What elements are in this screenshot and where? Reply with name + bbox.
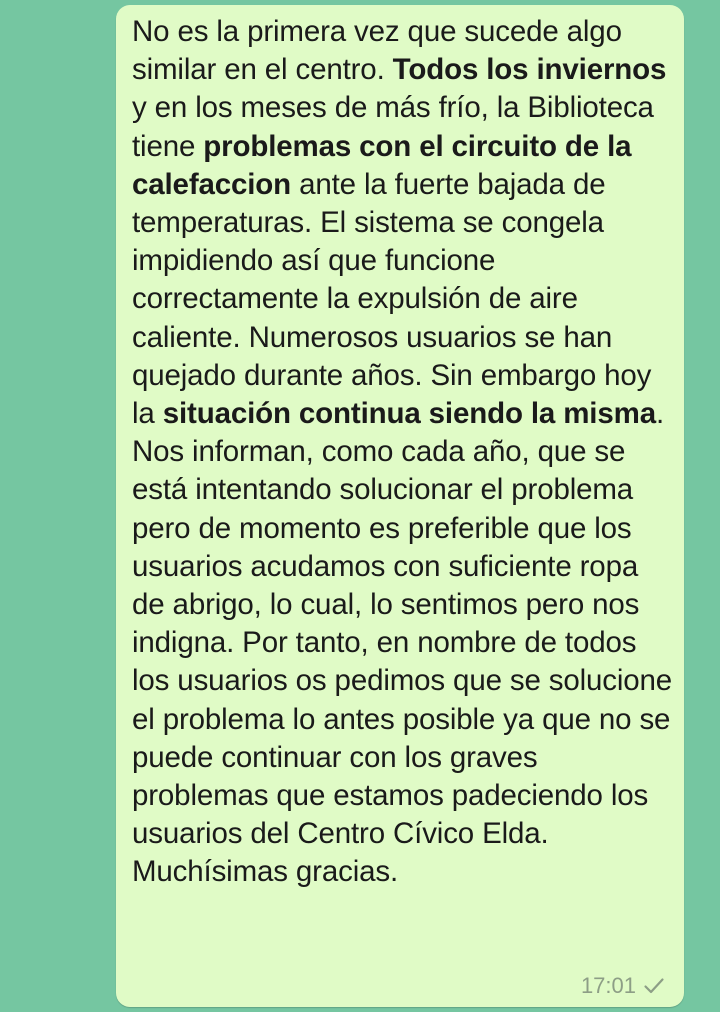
message-bubble[interactable]	[116, 5, 684, 1007]
message-segment: ante la fuerte bajada de temperaturas. El sistema se congela impidiendo así que funcione correctamente la expulsión de aire caliente. Numerosos usuarios se han quejado durante años. Sin embargo hoy la	[132, 167, 652, 431]
message-time: 17:01	[580, 973, 636, 998]
single-check-icon	[642, 974, 666, 998]
message-meta	[581, 973, 666, 999]
message-segment: No es la primera vez que sucede algo similar en el centro.	[132, 15, 622, 87]
message-segment: . Nos informan, como cada año, que se está intentando solucionar el problema pero de momento es preferible que los usuarios acudamos con suficiente ropa de abrigo, lo cual, lo sentimos pero nos indigna. Por tanto, en nombre de todos los usuarios os pedimos que se solucione el problema lo antes posible ya que no se puede continuar con los graves problemas que estamos padeciendo los usuarios del Centro Cívico Elda. Muchísimas gracias.	[132, 397, 673, 889]
message-bold-segment: situación continua siendo la misma	[162, 397, 656, 431]
message-text	[132, 13, 674, 892]
message-segment: y en los meses de más frío, la Biblioteca tiene	[132, 91, 654, 163]
message-bold-segment: problemas con el circuito de la calefaccion	[132, 129, 632, 201]
message-bold-segment: Todos los inviernos	[392, 53, 667, 87]
